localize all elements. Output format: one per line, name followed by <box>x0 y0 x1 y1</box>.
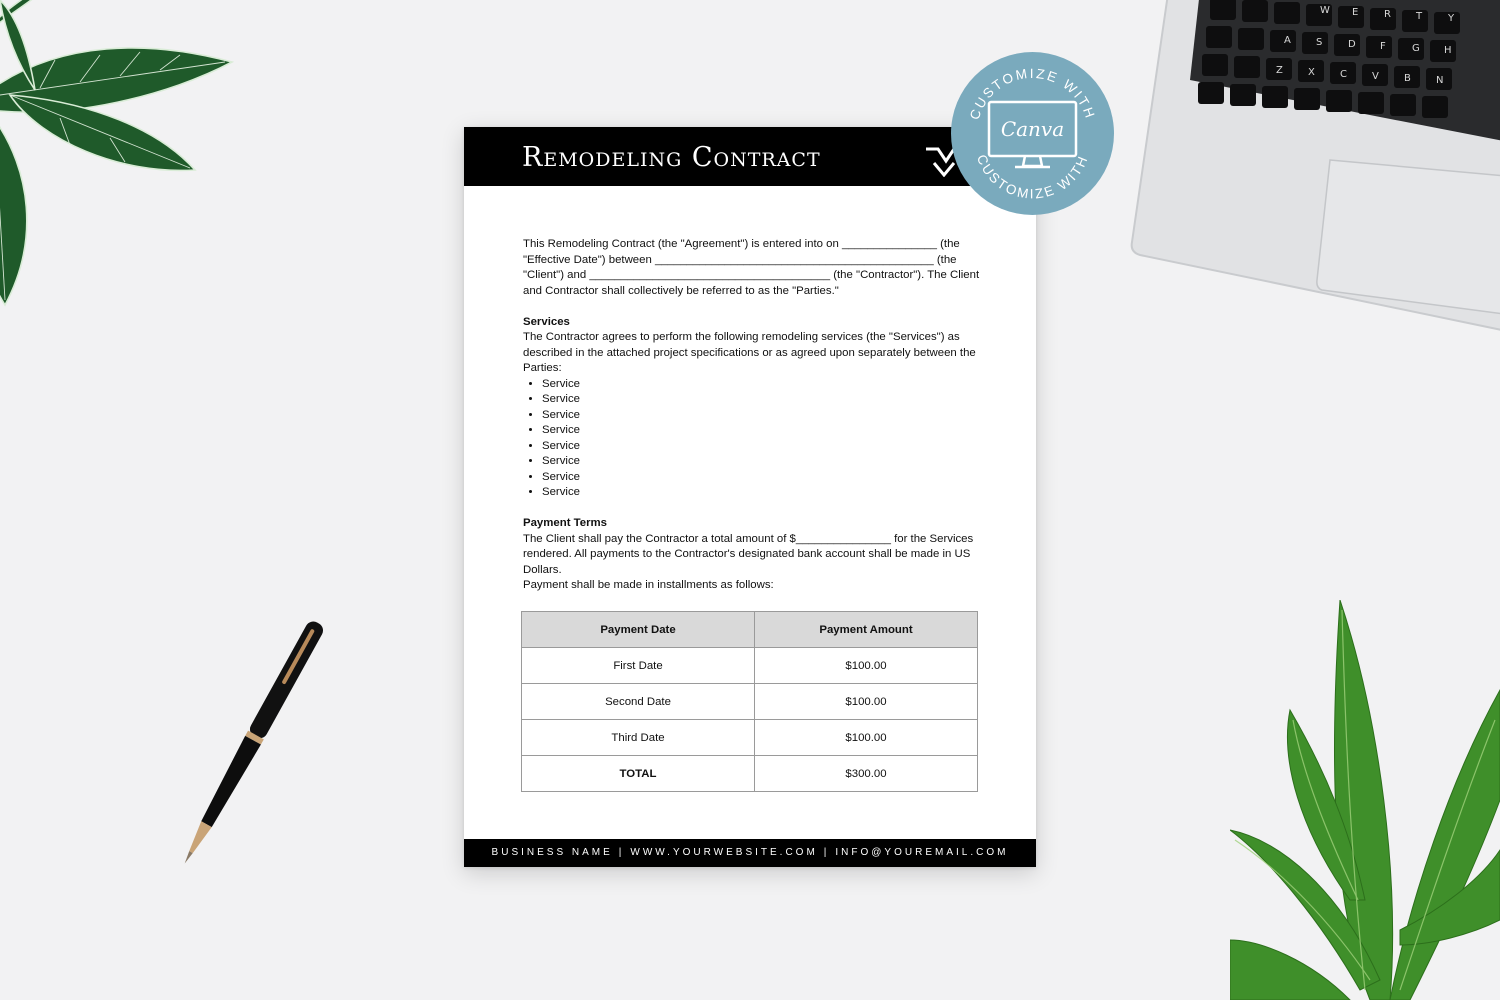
list-item: • Service <box>542 454 988 470</box>
table-header-row <box>522 612 978 648</box>
table-row <box>522 684 978 720</box>
key-t: T <box>1416 11 1423 22</box>
badge-ring-text-top: CUSTOMIZE WITH <box>966 65 1099 122</box>
table-row <box>522 648 978 684</box>
key-h: H <box>1444 45 1452 56</box>
footer-business-name: BUSINESS NAME <box>491 847 613 858</box>
list-item: • Service <box>542 485 988 501</box>
key-g: G <box>1412 43 1420 54</box>
payment-schedule-table <box>521 611 978 792</box>
payment-terms-heading: Payment Terms <box>523 517 607 529</box>
total-label-cell: TOTAL <box>522 756 755 792</box>
payment-date-cell: Third Date <box>522 720 755 756</box>
payment-amount-cell: $100.00 <box>755 684 978 720</box>
services-text: The Contractor agrees to perform the following remodeling services (the "Services") as described in the attached project specifications or as agreed upon separately between the Parties: <box>523 331 976 374</box>
key-s: S <box>1316 37 1323 48</box>
installments-note: Payment shall be made in installments as follows: <box>523 579 774 591</box>
table-row <box>522 720 978 756</box>
key-w: W <box>1320 5 1330 16</box>
key-v: V <box>1372 71 1379 82</box>
plant-bottom-right <box>1230 600 1500 1000</box>
document-title: Remodeling Contract <box>522 142 821 173</box>
payment-terms-text: The Client shall pay the Contractor a total amount of $_______________ for the Services rendered. All payments to the Contractor's designated bank account shall be made in US Dollars. <box>523 532 974 576</box>
customize-badge <box>951 52 1114 215</box>
laptop <box>1130 0 1500 350</box>
table-row-total <box>522 756 978 792</box>
key-n: N <box>1436 75 1444 86</box>
key-r: R <box>1384 9 1391 20</box>
list-item: • Service <box>542 377 988 393</box>
payment-date-cell: Second Date <box>522 684 755 720</box>
key-a: A <box>1284 35 1291 46</box>
intro-paragraph: This Remodeling Contract (the "Agreement") is entered into on _______________ (the "Effective Date") between ____________________________________________ (the "Client") and ______________________________________ (the "Contractor"). The Client and Contractor shall collectively be referred to as the "Parties." <box>523 238 980 297</box>
key-y: Y <box>1448 13 1455 24</box>
footer-separator: | <box>618 847 625 858</box>
payment-amount-cell: $100.00 <box>755 648 978 684</box>
list-item: • Service <box>542 423 988 439</box>
contract-document <box>464 127 1036 867</box>
services-list <box>523 377 988 501</box>
key-c: C <box>1340 69 1347 80</box>
key-b: B <box>1404 73 1411 84</box>
document-footer <box>464 839 1036 867</box>
payment-date-cell: First Date <box>522 648 755 684</box>
key-f: F <box>1380 41 1386 52</box>
payment-amount-cell: $100.00 <box>755 720 978 756</box>
footer-separator: | <box>823 847 830 858</box>
key-z: Z <box>1276 65 1283 76</box>
key-x: X <box>1308 67 1315 78</box>
total-amount-cell: $300.00 <box>755 756 978 792</box>
pen <box>140 605 340 895</box>
footer-email: INFO@YOUREMAIL.COM <box>835 847 1009 858</box>
column-header-payment-date: Payment Date <box>522 612 755 648</box>
footer-website: WWW.YOURWEBSITE.COM <box>630 847 818 858</box>
list-item: • Service <box>542 408 988 424</box>
plant-top-left <box>0 0 240 320</box>
badge-brand-text: Canva <box>1000 117 1065 141</box>
list-item: • Service <box>542 439 988 455</box>
key-d: D <box>1348 39 1356 50</box>
services-heading: Services <box>523 315 570 328</box>
badge-ring-text-bottom: CUSTOMIZE WITH <box>973 152 1092 202</box>
list-item: • Service <box>542 392 988 408</box>
document-body <box>523 237 988 594</box>
key-e: E <box>1352 7 1359 18</box>
column-header-payment-amount: Payment Amount <box>755 612 978 648</box>
list-item: • Service <box>542 470 988 486</box>
